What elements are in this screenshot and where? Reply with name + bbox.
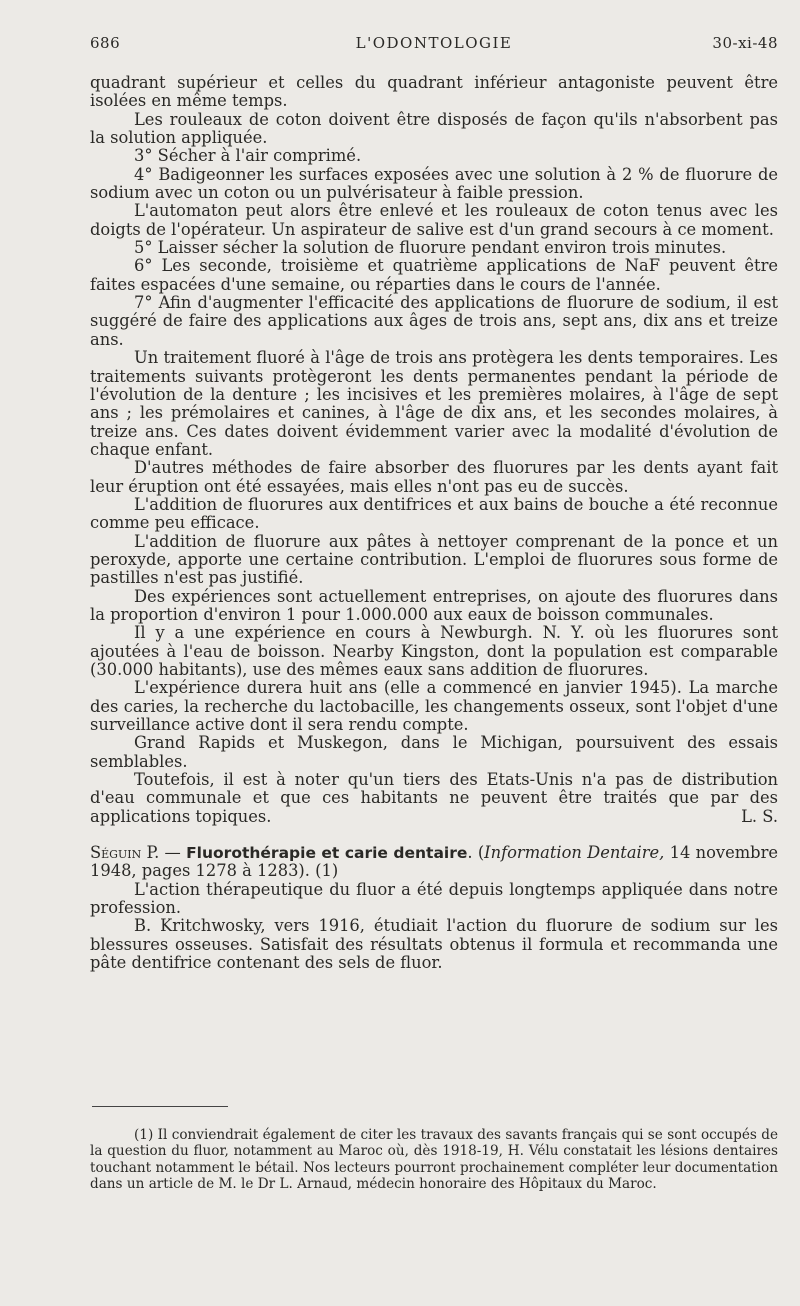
paragraph: quadrant supérieur et celles du quadrant inférieur antagoniste peuvent être isolées en même temps. [90,73,778,111]
paragraph: Un traitement fluoré à l'âge de trois ans protègera les dents temporaires. Les traitements suivants protègeront les dents permanentes pendant la période de l'évolution de la denture ; les incisives et les premières molaires, à l'âge de sept ans ; les prémolaires et canines, à l'âge de dix ans, et les secondes molaires, à treize ans. Ces dates doivent évidemment varier avec la modalité d'évolution de chaque enfant. [90,348,778,459]
paragraph: 6° Les seconde, troisième et quatrième applications de NaF peuvent être faites espacées d'une semaine, ou réparties dans le cours de l'année. [90,256,778,294]
paragraph: D'autres méthodes de faire absorber des fluorures par les dents ayant fait leur éruption ont été essayées, mais elles n'ont pas eu de succès. [90,458,778,496]
paragraph: 7° Afin d'augmenter l'efficacité des applications de fluorure de sodium, il est suggéré de faire des applications aux âges de trois ans, sept ans, dix ans et treize ans. [90,293,778,349]
paragraph: L'expérience durera huit ans (elle a commencé en janvier 1945). La marche des caries, la recherche du lactobacille, les changements osseux, sont l'objet d'une surveillance active dont il sera rendu compte. [90,678,778,735]
bibliographic-reference [90,844,778,881]
paragraph: 4° Badigeonner les surfaces exposées avec une solution à 2 % de fluorure de sodium avec un coton ou un pulvérisateur à faible pression. [90,164,778,203]
reference-journal: Information Dentaire, [484,843,665,863]
reference-article-title: Fluorothérapie et carie dentaire [186,844,468,863]
paragraph: 5° Laisser sécher la solution de fluorure pendant environ trois minutes. [134,238,727,258]
journal-title: L'ODONTOLOGIE [355,34,513,52]
page-number: 686 [90,34,121,52]
paragraph: L'addition de fluorures aux dentifrices et aux bains de bouche a été reconnue comme peu efficace. [90,494,778,533]
reference-author: Séguin P. [90,843,160,863]
paragraph: Grand Rapids et Muskegon, dans le Michigan, poursuivent des essais semblables. [90,733,778,771]
final-paragraph [90,771,778,826]
article-body [90,74,778,973]
footnote [90,1127,778,1192]
paragraph: L'action thérapeutique du fluor a été depuis longtemps appliquée dans notre profession. [90,879,778,918]
author-signature: L. S. [741,806,778,826]
reference-punctuation: . ( [467,843,485,863]
paragraph: Il y a une expérience en cours à Newburgh. N. Y. où les fluorures sont ajoutées à l'eau de boisson. Nearby Kingston, dont la population est comparable (30.000 habitants), use des mêmes eaux sans addition de fluorures. [90,623,778,679]
footnote-rule [92,1106,228,1107]
paragraph: L'addition de fluorure aux pâtes à nettoyer comprenant de la ponce et un peroxyde, apporte une certaine contribution. L'emploi de fluorures sous forme de pastilles n'est pas justifié. [90,531,778,588]
paragraph: 3° Sécher à l'air comprimé. [134,146,362,166]
paragraph: Les rouleaux de coton doivent être disposés de façon qu'ils n'absorbent pas la solution appliquée. [90,109,778,148]
section-spacer [90,826,778,844]
reference-dash: — [159,843,187,863]
reference-details: 14 novembre 1948, pages 1278 à 1283). (1) [90,843,778,881]
final-paragraph-text: Toutefois, il est à noter qu'un tiers des Etats-Unis n'a pas de distribution d'eau communale et que ces habitants ne peuvent être traités que par des applications topiques. [90,770,778,826]
footnote-text: (1) Il conviendrait également de citer les travaux des savants français qui se sont occupés de la question du fluor, notamment au Maroc où, dès 1918-19, H. Vélu constatait les lésions dentaires touchant notamment le bétail. Nos lecteurs pourront prochainement compléter leur documentation dans un article de M. le Dr L. Arnaud, médecin honoraire des Hôpitaux du Maroc. [90,1127,778,1192]
paragraph: B. Kritchwosky, vers 1916, étudiait l'action du fluorure de sodium sur les blessures osseuses. Satisfait des résultats obtenus il formula et recommanda une pâte dentifrice contenant des sels de fluor. [90,916,778,973]
paragraph: L'automaton peut alors être enlevé et les rouleaux de coton tenus avec les doigts de l'opérateur. Un aspirateur de salive est d'un grand secours à ce moment. [90,201,778,239]
issue-date: 30-xi-48 [712,34,778,52]
paragraph: Des expériences sont actuellement entreprises, on ajoute des fluorures dans la proportion d'environ 1 pour 1.000.000 aux eaux de boisson communales. [90,586,778,624]
